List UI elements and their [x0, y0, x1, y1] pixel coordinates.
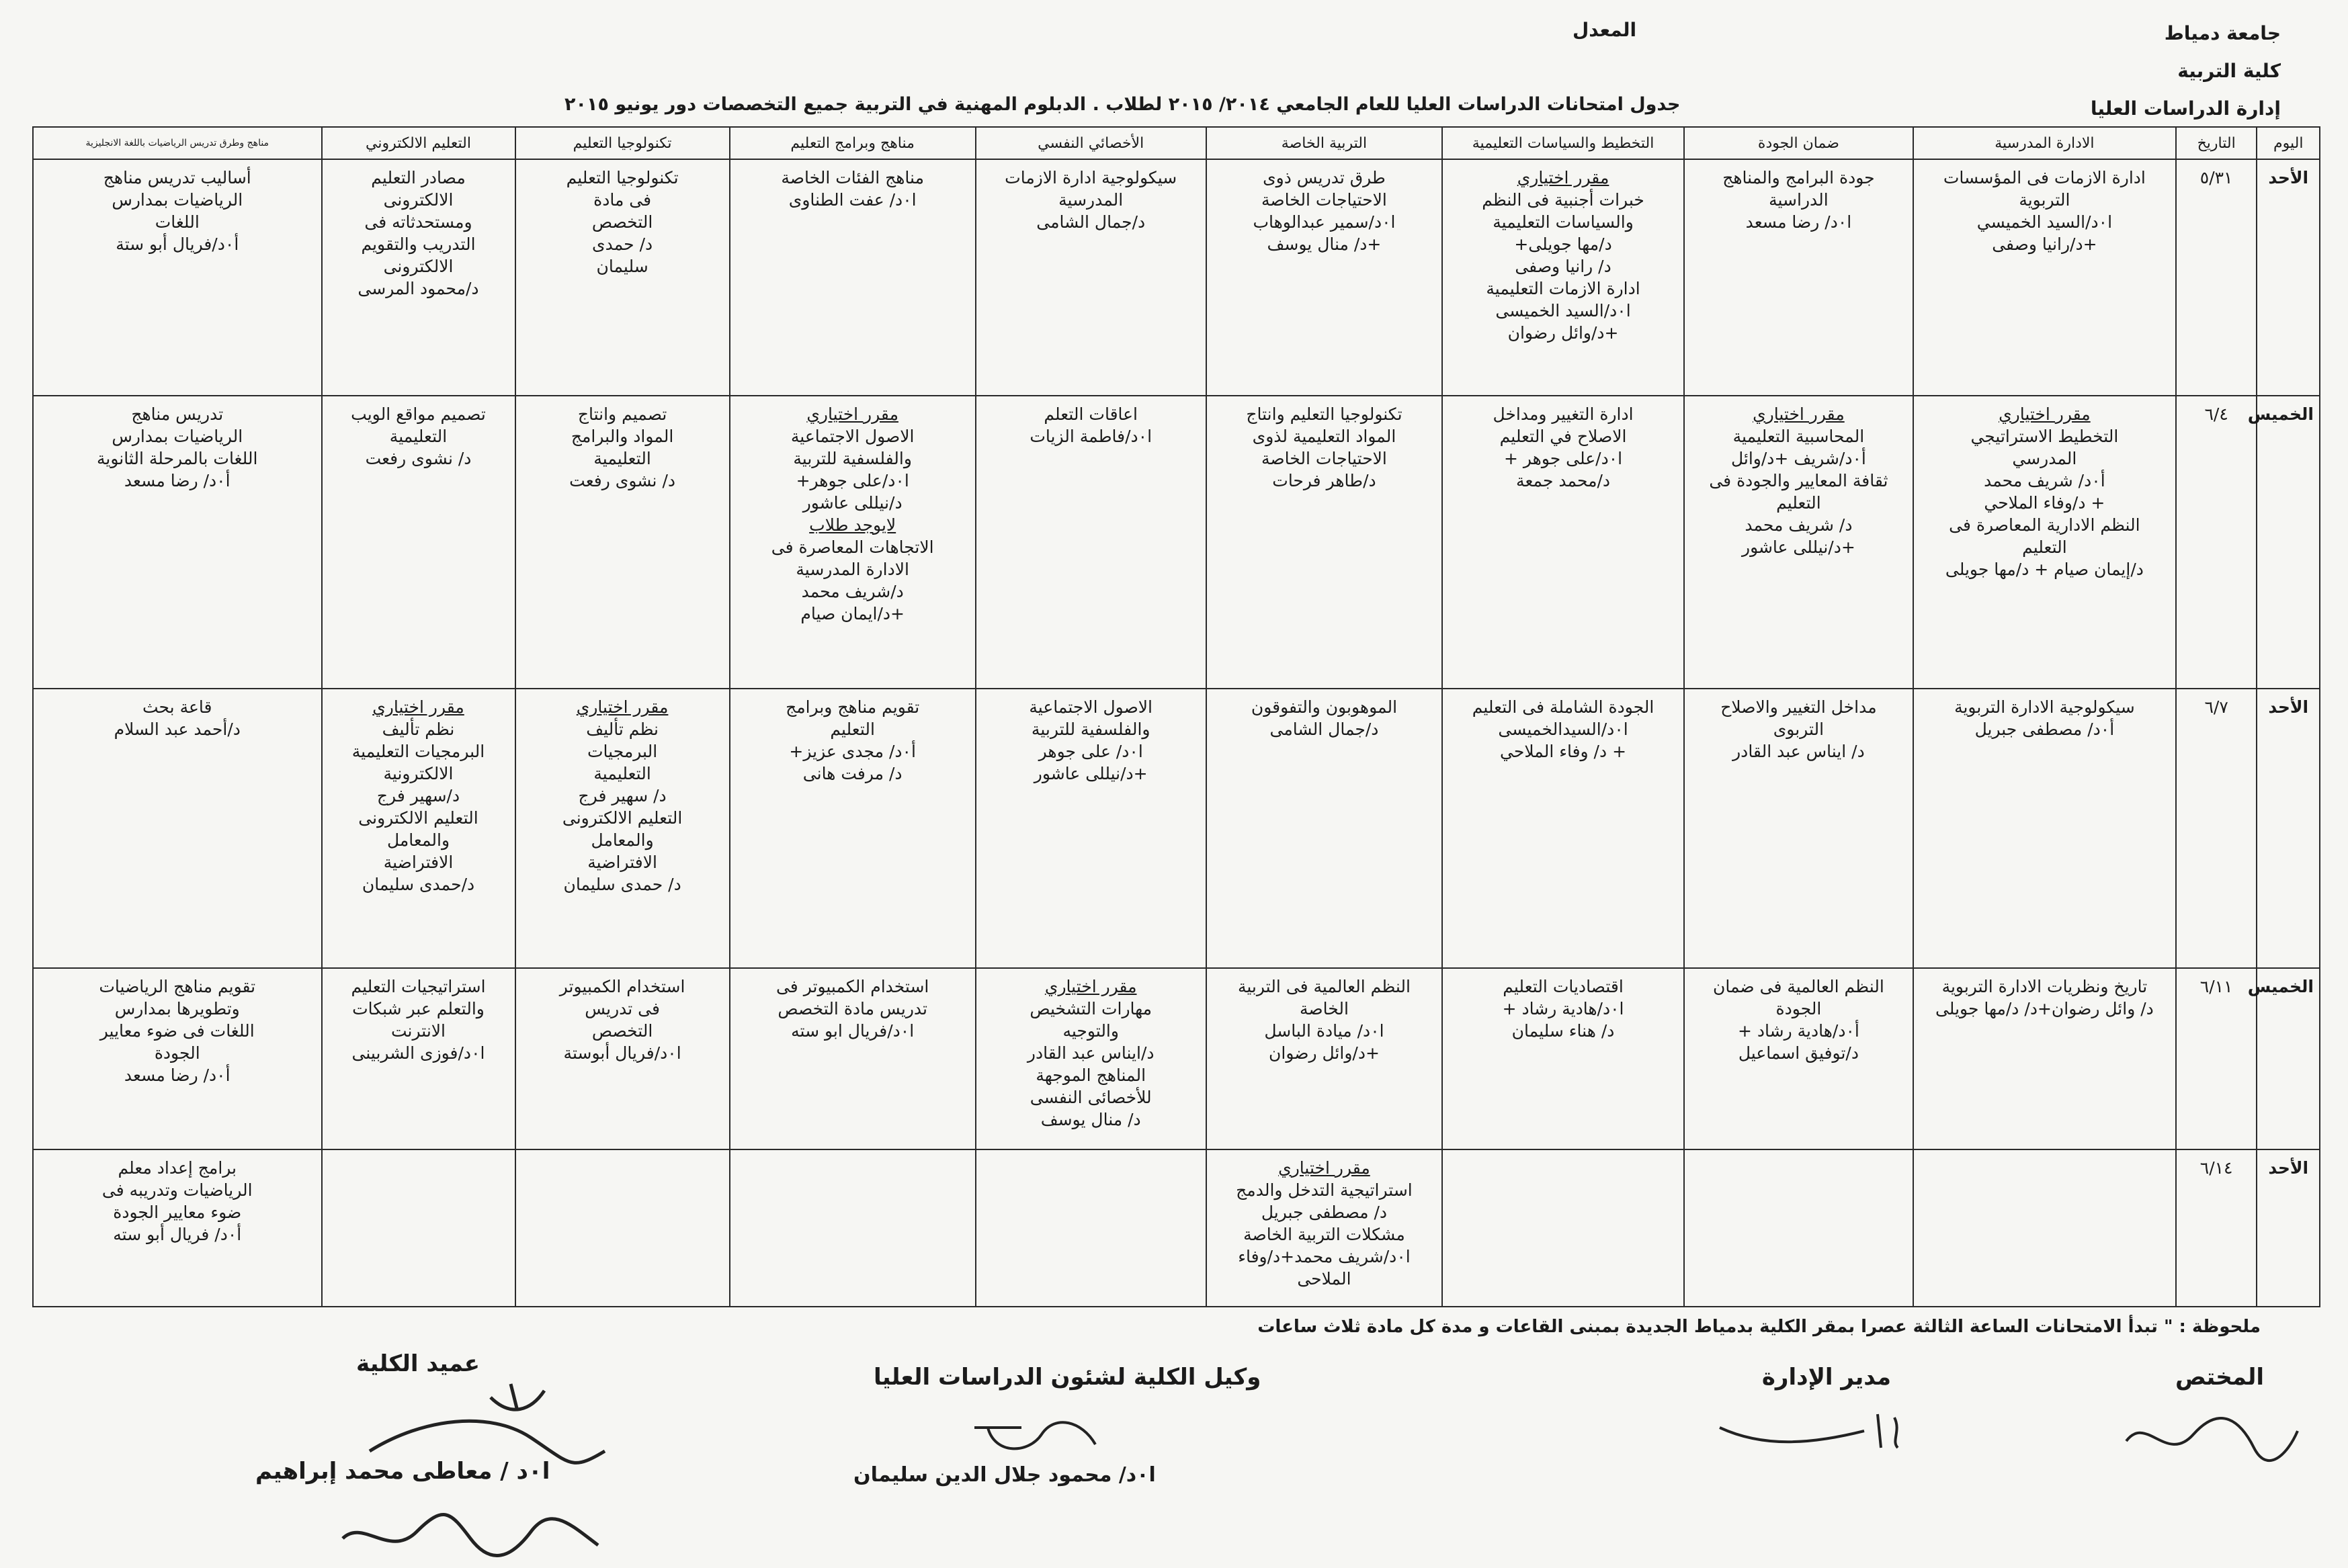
exam-cell	[976, 396, 1206, 689]
cell-line: والفلسفية للتربية	[793, 448, 912, 468]
cell-line: اعاقات التعلم	[1044, 404, 1138, 424]
cell-line: تصميم مواقع الويب	[351, 404, 486, 424]
cell-line: د/ نشوى رفعت	[365, 448, 472, 468]
cell-line: د/ مرفت هانى	[802, 764, 903, 784]
exam-cell	[1442, 396, 1684, 689]
cell-line: البرمجيات التعليمية	[351, 742, 485, 762]
cell-line: الجودة	[1775, 998, 1822, 1018]
cell-line: ا٠د/فوزى الشربينى	[351, 1043, 485, 1063]
exam-cell	[1442, 1149, 1684, 1307]
cell-line: التدريب والتقويم	[361, 234, 476, 254]
cell-line: التربوية	[2019, 190, 2070, 210]
cell-line: ا٠د/فريال ابو سته	[791, 1020, 915, 1041]
cell-line: د/ ايناس عبد القادر	[1732, 742, 1865, 762]
cell-line: خبرات أجنبية فى النظم	[1482, 190, 1644, 210]
column-header: التاريخ	[2176, 127, 2257, 159]
cell-line: تصميم وانتاج	[577, 404, 667, 424]
exam-cell	[1206, 1149, 1442, 1307]
cell-line: د/ايناس عبد القادر	[1027, 1043, 1155, 1063]
cell-line: د/شريف محمد	[801, 581, 904, 601]
cell-line: المدرسية	[1058, 190, 1124, 210]
cell-line: مشكلات التربية الخاصة	[1243, 1224, 1405, 1244]
exam-cell	[322, 689, 515, 968]
cell-line: التعليم	[830, 720, 875, 740]
cell-line: التربوى	[1773, 720, 1825, 740]
exam-cell	[730, 1149, 976, 1307]
cell-line: مقرر اختياري	[806, 404, 898, 424]
cell-line: د/جمال الشامى	[1036, 212, 1146, 232]
cell-line: التعليمية	[593, 448, 651, 468]
cell-line: ا٠د/السيدالخميسى	[1498, 720, 1628, 740]
cell-line: اقتصاديات التعليم	[1503, 976, 1624, 996]
cell-line: د/حمدى سليمان	[362, 875, 475, 895]
cell-line: ا٠د/فاطمة الزيات	[1030, 426, 1152, 446]
cell-line: ا٠د/على جوهر+	[796, 470, 909, 490]
cell-line: ومستحدثاته فى	[364, 212, 472, 232]
date-cell: ٦/١١	[2176, 968, 2257, 1149]
cell-line: أ٠د/ شريف محمد	[1984, 470, 2105, 490]
dean-name: ا٠د / معاطى محمد إبراهيم	[255, 1458, 550, 1485]
cell-line: والمعامل	[591, 830, 654, 851]
exam-cell	[33, 396, 322, 689]
exam-cell	[33, 159, 322, 396]
cell-line: تدريس مادة التخصص	[778, 998, 927, 1018]
cell-line: الاصلاح في التعليم	[1499, 426, 1627, 446]
cell-line: الدراسية	[1769, 190, 1829, 210]
cell-line: د/محمد جمعة	[1516, 470, 1611, 490]
faculty-name: كلية التربية	[2177, 60, 2281, 82]
cell-line: الخاصة	[1299, 998, 1349, 1018]
table-row	[33, 159, 2320, 396]
institution-block	[2091, 15, 2281, 128]
exam-cell	[33, 1149, 322, 1307]
exam-cell	[1206, 396, 1442, 689]
exam-cell	[976, 159, 1206, 396]
cell-line: ا٠د/السيد الخميسي	[1976, 212, 2113, 232]
cell-line: التخصص	[591, 212, 653, 232]
cell-line: أ٠د/هادية رشاد +	[1737, 1020, 1859, 1041]
cell-line: د/ منال يوسف	[1040, 1109, 1141, 1129]
cell-line: تدريس مناهج	[131, 404, 224, 424]
cell-line: تقويم مناهج وبرامج	[786, 697, 920, 717]
cell-line: د/ مصطفى جبريل	[1261, 1202, 1388, 1222]
cell-line: تقويم مناهج الرياضيات	[99, 976, 256, 996]
cell-line: مهارات التشخيص	[1030, 998, 1152, 1018]
cell-line: استراتيجية التدخل والدمج	[1236, 1180, 1413, 1200]
cell-line: ا٠د/ ميادة الباسل	[1264, 1020, 1384, 1041]
cell-line: +د/نيللى عاشور	[1034, 764, 1148, 784]
exam-cell	[1913, 159, 2176, 396]
cell-line: الالكترونية	[383, 764, 454, 784]
column-header: الأخصائي النفسي	[976, 127, 1206, 159]
cell-line: قاعة بحث	[142, 697, 212, 717]
cell-line: استخدام الكمبيوتر	[559, 976, 685, 996]
exam-cell	[1442, 159, 1684, 396]
cell-line: سليمان	[596, 257, 648, 276]
exam-note: ملحوظة : " تبدأ الامتحانات الساعة الثالثة عصرا بمقر الكلية بدمياط الجديدة بمبنى القاعات و مدة كل مادة ثلاث ساعات	[1257, 1317, 2261, 1337]
cell-line: تكنولوجيا التعليم وانتاج	[1246, 404, 1402, 424]
page-title: جدول امتحانات الدراسات العليا للعام الجامعي ٢٠١٤/ ٢٠١٥ لطلاب . الدبلوم المهنية في التربية جميع التخصصات دور يونيو ٢٠١٥	[564, 94, 1681, 115]
exam-cell	[730, 968, 976, 1149]
cell-line: وتطويرها بمدارس	[114, 998, 240, 1018]
exam-cell	[1206, 689, 1442, 968]
cell-line: الافتراضية	[587, 853, 657, 873]
cell-line: +د/ايمان صيام	[800, 603, 905, 623]
cell-line: تاريخ ونظريات الادارة التربوية	[1941, 976, 2148, 996]
cell-line: ا٠د/شريف محمد+د/وفاء الملاحى	[1238, 1246, 1411, 1289]
cell-line: التعليم الالكترونى	[562, 808, 683, 828]
exam-cell	[322, 968, 515, 1149]
column-header: اليوم	[2257, 127, 2320, 159]
exam-cell	[515, 1149, 730, 1307]
exam-cell	[515, 968, 730, 1149]
cell-line: د/ وائل رضوان+د/ د/مها جويلى	[1935, 998, 2154, 1018]
exam-cell	[33, 689, 322, 968]
cell-line: ا٠د/ على جوهر	[1038, 742, 1143, 762]
exam-cell	[1442, 689, 1684, 968]
column-header: مناهج وبرامج التعليم	[730, 127, 976, 159]
cell-line: الانترنت	[390, 1020, 446, 1041]
cell-line: الجودة الشاملة فى التعليم	[1472, 697, 1654, 717]
exam-cell	[1684, 159, 1913, 396]
university-name: جامعة دمياط	[2164, 22, 2281, 44]
cell-line: د/ سهير فرج	[578, 786, 667, 806]
exam-cell	[1913, 1149, 2176, 1307]
cell-line: ادارة التغيير ومداخل	[1493, 404, 1634, 424]
cell-line: ا٠د/سمير عبدالوهاب	[1253, 212, 1396, 232]
column-header: التخطيط والسياسات التعليمية	[1442, 127, 1684, 159]
table-body	[33, 159, 2320, 1307]
cell-line: + د/وفاء الملاحي	[1984, 492, 2105, 513]
cell-line: مقرر اختياري	[1044, 976, 1137, 996]
cell-line: د/طاهر فرحات	[1272, 470, 1376, 490]
cell-line: أ٠د/ مصطفى جبريل	[1974, 720, 2115, 740]
cell-line: ا٠د/على جوهر +	[1503, 448, 1623, 468]
cell-line: مقرر اختياري	[1999, 404, 2091, 424]
cell-line: مناهج الفئات الخاصة	[781, 168, 924, 187]
cell-line: مداخل التغيير والاصلاح	[1720, 697, 1877, 717]
cell-line: مقرر اختياري	[372, 697, 464, 717]
column-header: تكنولوجيا التعليم	[515, 127, 730, 159]
date-cell: ٦/١٤	[2176, 1149, 2257, 1307]
exam-cell	[515, 689, 730, 968]
table-row	[33, 1149, 2320, 1307]
employee-signature	[2113, 1401, 2308, 1475]
cell-line: د/ حمدى	[592, 234, 653, 254]
exam-cell	[976, 968, 1206, 1149]
cell-line: ادارة الازمات التعليمية	[1486, 279, 1640, 298]
director-signature	[1710, 1401, 1911, 1461]
vice-dean-signature	[961, 1407, 1109, 1468]
cell-line: التعليم الالكترونى	[358, 808, 478, 828]
cell-line: والفلسفية للتربية	[1031, 720, 1150, 740]
day-cell: الأحد	[2257, 159, 2320, 396]
column-header: ضمان الجودة	[1684, 127, 1913, 159]
exam-cell	[1684, 968, 1913, 1149]
cell-line: د/أحمد عبد السلام	[114, 720, 241, 740]
cell-line: الالكترونى	[383, 257, 454, 276]
exam-cell	[33, 968, 322, 1149]
cell-line: الجودة	[154, 1043, 200, 1063]
cell-line: سيكولوجية ادارة الازمات	[1005, 168, 1177, 187]
exam-cell	[1684, 1149, 1913, 1307]
cell-line: الاصول الاجتماعية	[790, 426, 915, 446]
column-header: مناهج وطرق تدريس الرياضيات باللغة الانجليزية	[33, 127, 322, 159]
cell-line: أساليب تدريس مناهج	[103, 168, 251, 187]
exam-cell	[976, 1149, 1206, 1307]
column-header: التعليم الالكتروني	[322, 127, 515, 159]
dean-title: عميد الكلية	[356, 1350, 480, 1377]
cell-line: د/ حمدى سليمان	[563, 875, 681, 895]
cell-line: د/ شريف محمد	[1745, 515, 1853, 535]
cell-line: الافتراضية	[383, 853, 454, 873]
column-header: الادارة المدرسية	[1913, 127, 2176, 159]
cell-line: التعليمية	[389, 426, 448, 446]
cell-line: سيكولوجية الادارة التربوية	[1954, 697, 2135, 717]
cell-line: ا٠د/ رضا مسعد	[1745, 212, 1852, 232]
cell-line: الالكترونى	[383, 190, 454, 210]
cell-line: نظم تأليف	[586, 720, 659, 740]
cell-line: الموهوبون والتفوقون	[1251, 697, 1398, 717]
cell-line: أ٠د/ مجدى عزيز+	[789, 742, 916, 762]
cell-line: د/جمال الشامى	[1269, 720, 1379, 740]
cell-line: جودة البرامج والمناهج	[1722, 168, 1875, 187]
cell-line: اللغات	[155, 212, 200, 232]
cell-line: المواد التعليمية لذوى	[1252, 426, 1396, 446]
date-cell: ٦/٤	[2176, 396, 2257, 689]
exam-cell	[1206, 159, 1442, 396]
cell-line: مقرر اختياري	[1753, 404, 1845, 424]
exam-cell	[1684, 396, 1913, 689]
cell-line: +د/رانيا وصفى	[1992, 234, 2097, 254]
cell-line: التعليمية	[593, 764, 651, 784]
vice-dean-title: وكيل الكلية لشئون الدراسات العليا	[874, 1364, 1261, 1391]
exam-cell	[730, 396, 976, 689]
cell-line: د/ نشوى رفعت	[569, 470, 675, 490]
cell-line: المحاسبية التعليمية	[1732, 426, 1865, 446]
cell-line: د/ هناء سليمان	[1511, 1020, 1615, 1041]
cell-line: النظم الادارية المعاصرة فى	[1949, 515, 2140, 535]
exam-cell	[1206, 968, 1442, 1149]
exam-cell	[322, 159, 515, 396]
cell-line: التخصص	[591, 1020, 653, 1041]
vice-dean-name: ا٠د/ محمود جلال الدين سليمان	[853, 1463, 1156, 1487]
exam-cell	[1442, 968, 1684, 1149]
cell-line: ا٠د/السيد الخميسى	[1495, 301, 1631, 320]
cell-line: +د/نيللى عاشور	[1742, 537, 1855, 557]
exam-cell	[322, 396, 515, 689]
cell-line: طرق تدريس ذوى	[1263, 168, 1386, 187]
day-cell: الأحد	[2257, 1149, 2320, 1307]
cell-line: د/إيمان صيام + د/مها جويلى	[1945, 559, 2144, 579]
cell-line: +د/وائل رضوان	[1507, 323, 1619, 343]
cell-line: الرياضيات بمدارس	[112, 426, 243, 446]
exam-cell	[1684, 689, 1913, 968]
exam-cell	[322, 1149, 515, 1307]
dean-signature	[289, 1370, 638, 1565]
cell-line: د/نيللى عاشور	[802, 492, 903, 513]
exam-schedule-table	[32, 126, 2320, 1307]
cell-line: المدرسي	[2012, 448, 2077, 468]
cell-line: المناهج الموجهة	[1036, 1065, 1146, 1085]
cell-line: البرمجيات	[587, 742, 658, 762]
cell-line: أ٠د/ فريال أبو سته	[113, 1224, 242, 1244]
cell-line: الاصول الاجتماعية	[1029, 697, 1152, 717]
cell-line: +د/وائل رضوان	[1269, 1043, 1380, 1063]
cell-line: أ٠د/شريف +د/وائل	[1730, 448, 1866, 468]
cell-line: ضوء معايير الجودة	[113, 1202, 242, 1222]
exam-cell	[515, 159, 730, 396]
grade-label: المعدل	[1573, 19, 1637, 41]
cell-line: د/سهير فرج	[376, 786, 460, 806]
table-row	[33, 968, 2320, 1149]
exam-cell	[515, 396, 730, 689]
cell-line: النظم العالمية فى التربية	[1237, 976, 1411, 996]
cell-line: التعليم	[1776, 492, 1821, 513]
cell-line: مقرر اختياري	[1517, 168, 1609, 187]
column-header: التربية الخاصة	[1206, 127, 1442, 159]
cell-line: ا٠د/فريال أبوستة	[563, 1043, 681, 1063]
day-cell: الخميس	[2257, 968, 2320, 1149]
cell-line: مصادر التعليم	[371, 168, 466, 187]
cell-line: الاحتياجات الخاصة	[1261, 448, 1387, 468]
cell-line: ا٠د/هادية رشاد +	[1502, 998, 1624, 1018]
cell-line: التخطيط الاستراتيجي	[1970, 426, 2119, 446]
cell-line: ا٠د/ عفت الطناوى	[788, 190, 917, 210]
cell-line: الاحتياجات الخاصة	[1261, 190, 1387, 210]
cell-line: اللغات فى ضوء معايير	[99, 1020, 255, 1041]
cell-line: الادارة المدرسية	[796, 559, 909, 579]
cell-line: تكنولوجيا التعليم	[566, 168, 679, 187]
exam-cell	[1913, 396, 2176, 689]
exam-cell	[1913, 689, 2176, 968]
day-cell: الأحد	[2257, 689, 2320, 968]
cell-line: الرياضيات بمدارس	[112, 190, 243, 210]
cell-line: والمعامل	[386, 830, 450, 851]
exam-cell	[976, 689, 1206, 968]
cell-line: فى مادة	[593, 190, 652, 210]
cell-line: الرياضيات وتدريبه فى	[101, 1180, 253, 1200]
cell-line: اللغات بالمرحلة الثانوية	[97, 448, 258, 468]
date-cell: ٥/٣١	[2176, 159, 2257, 396]
cell-line: والتوجيه	[1062, 1020, 1119, 1041]
cell-line: ثقافة المعايير والجودة فى	[1709, 470, 1888, 490]
cell-line: د/مها جويلى+	[1514, 234, 1612, 254]
cell-line: استراتيجيات التعليم	[351, 976, 486, 996]
cell-line: لايوجد طلاب	[809, 515, 896, 535]
cell-line: مقرر اختياري	[576, 697, 669, 717]
cell-line: أ٠د/ رضا مسعد	[124, 1065, 230, 1085]
cell-line: أ٠د/فريال أبو ستة	[116, 234, 239, 254]
date-cell: ٦/٧	[2176, 689, 2257, 968]
employee-title: المختص	[2175, 1364, 2264, 1391]
exam-cell	[730, 159, 976, 396]
day-cell: الخميس	[2257, 396, 2320, 689]
cell-line: د/توفيق اسماعيل	[1738, 1043, 1859, 1063]
cell-line: ادارة الازمات فى المؤسسات	[1943, 168, 2146, 187]
cell-line: المواد والبرامج	[571, 426, 674, 446]
cell-line: برامج إعداد معلم	[118, 1158, 237, 1178]
cell-line: أ٠د/ رضا مسعد	[124, 470, 230, 490]
cell-line: للأخصائى النفسى	[1030, 1087, 1152, 1107]
cell-line: د/ رانيا وصفى	[1515, 257, 1611, 276]
cell-line: نظم تأليف	[382, 720, 455, 740]
cell-line: استخدام الكمبيوتر فى	[775, 976, 929, 996]
cell-line: فى تدريس	[585, 998, 660, 1018]
cell-line: د/محمود المرسى	[358, 279, 479, 298]
cell-line: التعليم	[2022, 537, 2067, 557]
cell-line: والسياسات التعليمية	[1493, 212, 1634, 232]
exam-cell	[730, 689, 976, 968]
cell-line: والتعلم عبر شبكات	[352, 998, 485, 1018]
table-header-row	[33, 127, 2320, 159]
exam-cell	[1913, 968, 2176, 1149]
cell-line: النظم العالمية فى ضمان	[1713, 976, 1884, 996]
cell-line: + د/ وفاء الملاحي	[1500, 742, 1627, 762]
table-row	[33, 689, 2320, 968]
director-title: مدير الإدارة	[1761, 1364, 1891, 1391]
cell-line: الاتجاهات المعاصرة فى	[771, 537, 934, 557]
table-row	[33, 396, 2320, 689]
cell-line: +د/ منال يوسف	[1267, 234, 1382, 254]
department-name: إدارة الدراسات العليا	[2090, 97, 2281, 120]
cell-line: مقرر اختياري	[1278, 1158, 1370, 1178]
